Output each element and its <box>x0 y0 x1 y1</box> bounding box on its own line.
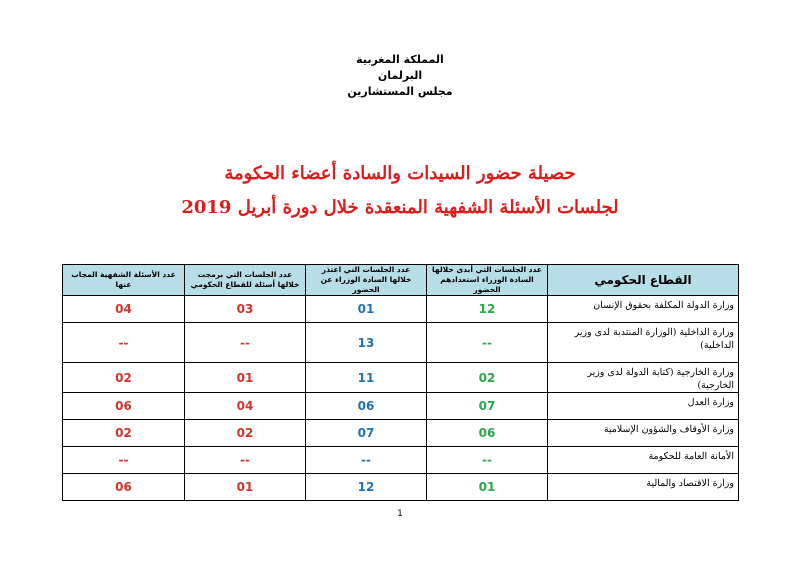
cell-sector: الأمانة العامة للحكومة <box>548 447 739 474</box>
cell-apologized: -- <box>306 447 427 474</box>
cell-sector: وزارة الاقتصاد والمالية <box>548 474 739 501</box>
table-row <box>63 420 739 447</box>
cell-attended: -- <box>427 323 548 363</box>
cell-answered: 02 <box>63 363 185 393</box>
cell-sector: وزارة الأوقاف والشؤون الإسلامية <box>548 420 739 447</box>
cell-apologized: 12 <box>306 474 427 501</box>
cell-apologized: 13 <box>306 323 427 363</box>
cell-apologized: 01 <box>306 296 427 323</box>
document-title <box>0 160 800 222</box>
table-row <box>63 363 739 393</box>
cell-sector: وزارة الداخلية (الوزارة المنتدبة لدى وزير الداخلية) <box>548 323 739 363</box>
cell-scheduled: -- <box>185 323 306 363</box>
cell-sector: وزارة الخارجية (كتابة الدولة لدى وزير الخارجية) <box>548 363 739 393</box>
cell-apologized: 11 <box>306 363 427 393</box>
page-number: 1 <box>397 509 403 519</box>
header-attended: عدد الجلسات التي أبدى خلالها السادة الوزراء استعدادهم الحضور <box>427 265 548 296</box>
cell-attended: -- <box>427 447 548 474</box>
table-header-row <box>63 265 739 296</box>
cell-scheduled: 03 <box>185 296 306 323</box>
cell-answered: 06 <box>63 393 185 420</box>
cell-attended: 02 <box>427 363 548 393</box>
cell-attended: 01 <box>427 474 548 501</box>
header-parliament: البرلمان <box>377 69 423 82</box>
cell-scheduled: 01 <box>185 474 306 501</box>
header-scheduled: عدد الجلسات التي برمجت خلالها أسئلة للقطاع الحكومي <box>185 265 306 296</box>
cell-answered: 06 <box>63 474 185 501</box>
cell-attended: 07 <box>427 393 548 420</box>
cell-apologized: 07 <box>306 420 427 447</box>
cell-attended: 12 <box>427 296 548 323</box>
table-row <box>63 447 739 474</box>
attendance-table <box>62 264 739 501</box>
header-kingdom: المملكة المغربية <box>356 53 444 66</box>
cell-scheduled: 01 <box>185 363 306 393</box>
cell-answered: 02 <box>63 420 185 447</box>
table-row <box>63 323 739 363</box>
cell-scheduled: -- <box>185 447 306 474</box>
title-line-1: حصيلة حضور السيدات والسادة أعضاء الحكومة <box>224 163 576 184</box>
title-line-2: لجلسات الأسئلة الشفهية المنعقدة خلال دورة أبريل 2019 <box>181 197 619 218</box>
cell-answered: -- <box>63 323 185 363</box>
header-answered: عدد الأسئلة الشفهية المجاب عنها <box>63 265 185 296</box>
cell-answered: 04 <box>63 296 185 323</box>
cell-sector: وزارة الدولة المكلفة بحقوق الإنسان <box>548 296 739 323</box>
cell-scheduled: 02 <box>185 420 306 447</box>
header-apologized: عدد الجلسات التي اعتذر خلالها السادة الوزراء عن الحضور <box>306 265 427 296</box>
cell-attended: 06 <box>427 420 548 447</box>
cell-sector: وزارة العدل <box>548 393 739 420</box>
cell-answered: -- <box>63 447 185 474</box>
header-council: مجلس المستشارين <box>347 85 453 98</box>
institution-header <box>0 52 800 100</box>
table-row <box>63 474 739 501</box>
header-sector: القطاع الحكومي <box>548 265 739 296</box>
table-row <box>63 393 739 420</box>
table-row <box>63 296 739 323</box>
cell-apologized: 06 <box>306 393 427 420</box>
cell-scheduled: 04 <box>185 393 306 420</box>
